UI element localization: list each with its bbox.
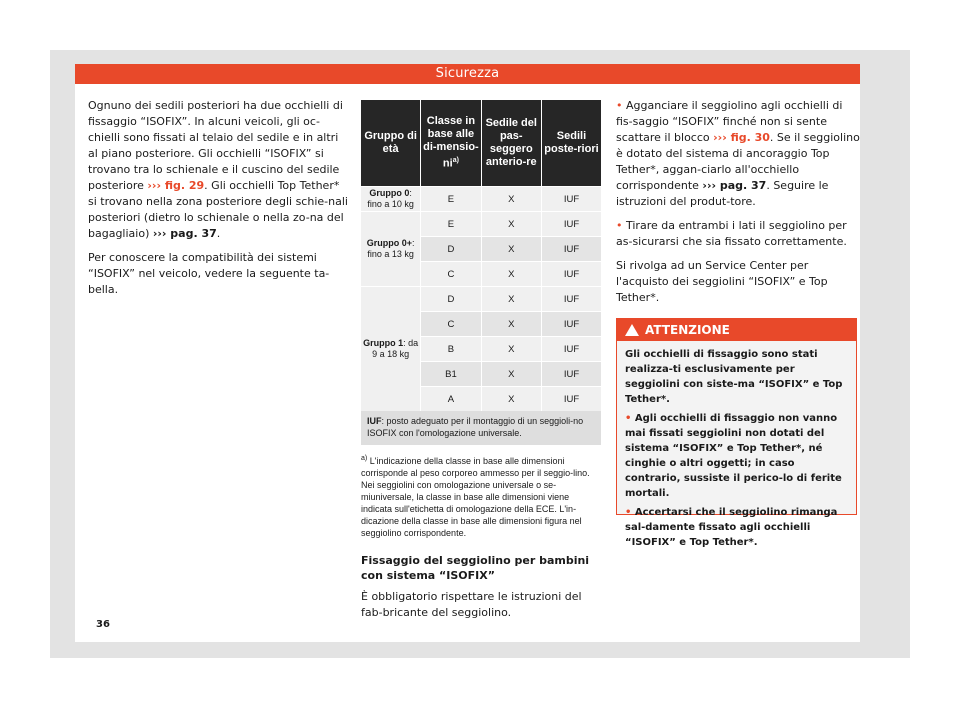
bullet-item: • Tirare da entrambi i lati il seggiolino per as-sicurarsi che sia fissato correttamente.: [616, 219, 847, 248]
warning-body: [617, 341, 856, 550]
header-group: Gruppo di età: [361, 100, 421, 187]
header-front-seat: Sedile del pas-seggero anterio-re: [481, 100, 541, 187]
warning-header: ATTENZIONE: [617, 319, 856, 341]
table-row: C X IUF: [361, 262, 601, 287]
table-row: A X IUF: [361, 387, 601, 412]
table-row: B X IUF: [361, 337, 601, 362]
table-header-row: [361, 100, 601, 187]
table-row: Gruppo 0+: fino a 13 kg E X IUF: [361, 212, 601, 237]
fig-29-link[interactable]: ››› fig. 29: [147, 179, 205, 192]
isofix-table: [361, 100, 601, 411]
intro-column: [88, 98, 350, 306]
table-row: D X IUF: [361, 237, 601, 262]
table-legend: IUF: posto adeguato per il montaggio di un seggioli-no ISOFIX con l'omologazione universale.: [361, 411, 601, 445]
page-37-link[interactable]: ››› pag. 37: [702, 179, 767, 192]
page-number: 36: [96, 619, 110, 630]
section-subheading: Fissaggio del seggiolino per bambini con sistema “ISOFIX”: [361, 554, 590, 582]
fig-30-link[interactable]: ››› fig. 30: [713, 131, 770, 144]
bullet-item: • Agganciare il seggiolino agli occhielli di fis-saggio “ISOFIX” finché non si sente scattare il blocco ››› fig. 30. Se il seggiolino è dotato del sistema di ancoraggio Top Tether*, aggan-ciarlo all'occhiello corrispondente ››› pag. 37. Seguire le istruzioni del produt-tore.: [616, 99, 860, 208]
bullet-icon: •: [625, 507, 632, 518]
warning-triangle-icon: [625, 324, 639, 336]
instructions-column: [616, 98, 860, 548]
footnote: $^{a)}$ L'indicazione della classe in base alle dimensioni corrisponde al peso corporeo ammesso per il seggio-lino. Nei seggiolini con omologazione universale o se-miuniversale, la classe in base alle dimensioni viene indicata sull'etichetta di omologazione della ECE. L'in-dicazione della classe in base alle dimensioni figura nel seggiolino corrispondente.: [361, 455, 590, 538]
page-37-link[interactable]: ››› pag. 37: [152, 227, 217, 240]
bullet-icon: •: [625, 413, 632, 424]
group-cell: Gruppo 0: fino a 10 kg: [361, 187, 421, 212]
table-row: C X IUF: [361, 312, 601, 337]
manufacturer-instructions-text: È obbligatorio rispettare le istruzioni del fab-bricante del seggiolino.: [361, 590, 582, 619]
group-cell: Gruppo 0+: fino a 13 kg: [361, 212, 421, 287]
service-center-paragraph: Si rivolga ad un Service Center per l'acquisto dei seggiolini “ISOFIX” e Top Tether*.: [616, 259, 828, 304]
warning-bullet: • Agli occhielli di fissaggio non vanno mai fissati seggiolini non dotati del sistema “ISOFIX” e Top Tether*, né cinghie o altri oggetti; in caso contrario, sussiste il perico-lo di ferite mortali.: [625, 413, 842, 499]
bullet-icon: •: [616, 99, 623, 112]
intro-paragraph: Ognuno dei sedili posteriori ha due occhielli di fissaggio “ISOFIX”. In alcuni veicoli, gli oc-chielli sono fissati al telaio del sedile e in altri al piano posteriore. Gli occhielli “ISOFIX” si trovano tra lo schienale e il cuscino del sedile posteriore ››› fig. 29. Gli occhielli Top Tether* si trovano nella zona posteriore degli schie-nali posteriori (dietro lo schienale o nella zo-na del bagagliaio) ››› pag. 37.: [88, 99, 348, 240]
section-header: Sicurezza: [75, 64, 860, 84]
header-rear-seats: Sedili poste-riori: [541, 100, 601, 187]
table-column: [361, 100, 601, 621]
table-row: B1 X IUF: [361, 362, 601, 387]
warning-box: [616, 318, 857, 548]
table-row: Gruppo 0: fino a 10 kg E X IUF: [361, 187, 601, 212]
compatibility-paragraph: Per conoscere la compatibilità dei sistemi “ISOFIX” nel veicolo, vedere la seguente ta-bella.: [88, 251, 330, 296]
header-class: Classe in base alle $di-mensio-ni^{a)}$: [421, 100, 481, 187]
warning-paragraph: Gli occhielli di fissaggio sono stati realizza-ti esclusivamente per seggiolini con siste-ma “ISOFIX” e Top Tether*.: [625, 349, 843, 405]
warning-bullet: • Accertarsi che il seggiolino rimanga sal-damente fissato agli occhielli “ISOFIX” e Top Tether*.: [625, 507, 838, 548]
group-cell: Gruppo 1: da 9 a 18 kg: [361, 287, 421, 412]
table-row: Gruppo 1: da 9 a 18 kg D X IUF: [361, 287, 601, 312]
bullet-icon: •: [616, 219, 623, 232]
